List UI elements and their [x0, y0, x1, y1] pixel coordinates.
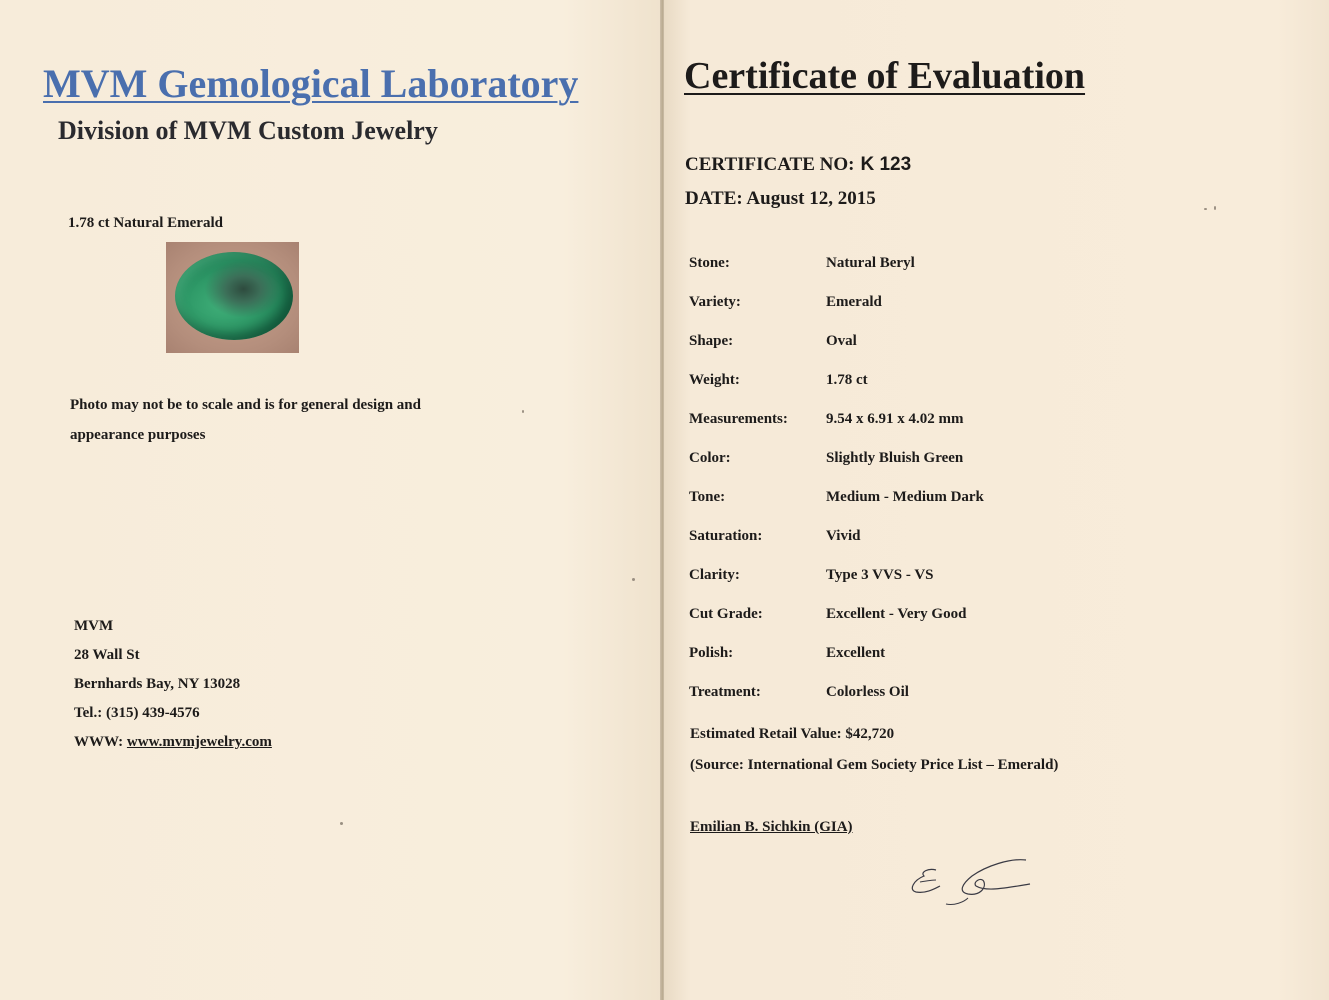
handwritten-signature: [906, 852, 1036, 912]
spec-label: Clarity:: [689, 567, 740, 583]
spec-row: [689, 322, 984, 361]
certificate-title: Certificate of Evaluation: [684, 55, 1086, 97]
spec-value: Slightly Bluish Green: [826, 450, 964, 466]
spec-label: Cut Grade:: [689, 606, 763, 622]
address-city: Bernhards Bay, NY 13028: [74, 676, 241, 692]
spec-row: [689, 439, 984, 478]
spec-label: Variety:: [689, 294, 741, 310]
spec-value: Medium - Medium Dark: [826, 489, 984, 505]
certificate-date: DATE: August 12, 2015: [685, 188, 876, 209]
address-name: MVM: [74, 618, 114, 634]
web-label: WWW:: [74, 734, 127, 750]
address-web: [74, 728, 272, 757]
spec-value: Oval: [826, 333, 857, 349]
left-page: [0, 0, 662, 1000]
spec-row: [689, 517, 984, 556]
spec-value: Emerald: [826, 294, 882, 310]
spec-value: Type 3 VVS - VS: [826, 567, 934, 583]
spec-label: Weight:: [689, 372, 740, 388]
spec-row: [689, 361, 984, 400]
lab-name: MVM Gemological Laboratory: [43, 61, 579, 106]
emerald-photo: [166, 242, 299, 353]
paper-speck: [1214, 206, 1216, 210]
certificate-number-line: [685, 154, 911, 176]
estimated-retail-value: Estimated Retail Value: $42,720: [690, 726, 895, 742]
spec-row: [689, 478, 984, 517]
spec-label: Treatment:: [689, 684, 761, 700]
stone-caption: 1.78 ct Natural Emerald: [68, 215, 223, 231]
spec-label: Measurements:: [689, 411, 788, 427]
spec-label: Stone:: [689, 255, 730, 271]
spec-value: Vivid: [826, 528, 861, 544]
address-phone: Tel.: (315) 439-4576: [74, 705, 200, 721]
spec-label: Shape:: [689, 333, 734, 349]
lab-division: Division of MVM Custom Jewelry: [58, 116, 438, 145]
spec-value: Excellent: [826, 645, 886, 661]
website-link[interactable]: www.mvmjewelry.com: [126, 734, 272, 750]
spec-row: [689, 595, 984, 634]
price-source: (Source: International Gem Society Price List – Emerald): [690, 757, 1059, 773]
spec-row: [689, 673, 984, 712]
paper-speck: [632, 578, 635, 581]
photo-disclaimer: Photo may not be to scale and is for general design and appearance purposes: [70, 397, 421, 443]
spec-row: [689, 634, 984, 673]
spec-row: [689, 244, 984, 283]
paper-speck: [522, 410, 524, 413]
spec-value: 1.78 ct: [826, 372, 868, 388]
spec-value: Excellent - Very Good: [826, 606, 967, 622]
spec-row: [689, 556, 984, 595]
spec-label: Saturation:: [689, 528, 763, 544]
lab-address: [74, 612, 272, 757]
certificate-number-label: CERTIFICATE NO:: [685, 154, 855, 175]
paper-speck: [1204, 208, 1207, 210]
spec-row: [689, 400, 984, 439]
spec-row: [689, 283, 984, 322]
spec-label: Polish:: [689, 645, 734, 661]
signer-name: Emilian B. Sichkin (GIA): [690, 819, 853, 835]
specs-table: [689, 244, 984, 712]
address-street: 28 Wall St: [74, 647, 140, 663]
spec-value: 9.54 x 6.91 x 4.02 mm: [826, 411, 964, 427]
paper-speck: [340, 822, 343, 825]
emerald-gem-image: [175, 252, 293, 340]
certificate-number: K 123: [860, 154, 912, 175]
spec-value: Natural Beryl: [826, 255, 915, 271]
spec-value: Colorless Oil: [826, 684, 909, 700]
spec-label: Tone:: [689, 489, 726, 505]
spec-label: Color:: [689, 450, 731, 466]
